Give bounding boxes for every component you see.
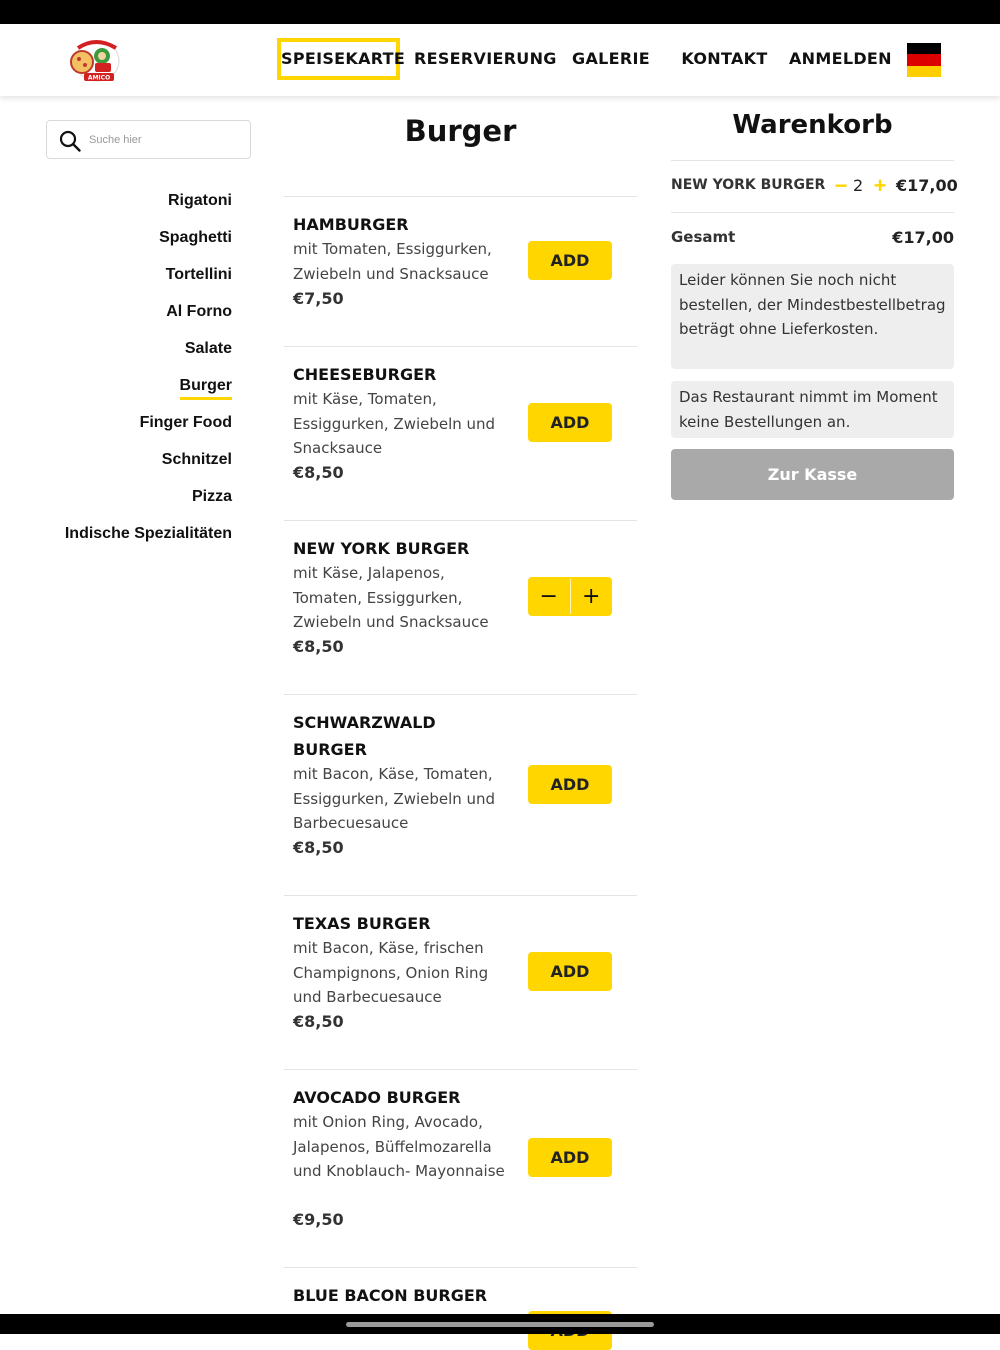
checkout-button[interactable]: Zur Kasse (671, 449, 954, 500)
product-name: HAMBURGER (293, 215, 409, 234)
product-card (284, 196, 637, 346)
cart-total-value: €17,00 (892, 228, 954, 247)
product-description: mit Bacon, Käse, Tomaten, Essiggurken, Zwiebeln und Barbecuesauce (293, 765, 496, 832)
svg-text:AMICO: AMICO (87, 74, 111, 82)
product-description: mit Onion Ring, Avocado, Jalapenos, Büffelmozarella und Knoblauch- Mayonnaise (293, 1113, 505, 1180)
restaurant-logo[interactable] (66, 34, 126, 84)
nav-speisekarte[interactable]: SPEISEKARTE (277, 38, 400, 80)
product-card (284, 895, 637, 1069)
cart-decrease-button[interactable]: − (832, 172, 850, 200)
search-input[interactable] (89, 129, 239, 151)
add-to-cart-button[interactable]: ADD (528, 1138, 612, 1177)
product-name: TEXAS BURGER (293, 914, 431, 933)
cart-item-quantity: 2 (853, 176, 864, 195)
product-card (284, 1267, 637, 1314)
category-tortellini[interactable]: Tortellini (165, 266, 232, 283)
increase-quantity-button[interactable]: + (571, 577, 613, 616)
product-name: CHEESEBURGER (293, 365, 437, 384)
quantity-stepper (528, 577, 612, 616)
category-pizza[interactable]: Pizza (191, 488, 232, 505)
add-to-cart-button[interactable]: ADD (528, 241, 612, 280)
home-indicator[interactable] (346, 1322, 654, 1327)
category-indische-spezialitaeten[interactable]: Indische Spezialitäten (64, 525, 232, 542)
category-finger-food[interactable]: Finger Food (139, 414, 232, 431)
category-rigatoni[interactable]: Rigatoni (168, 192, 232, 209)
status-bar (0, 0, 1000, 24)
category-al-forno[interactable]: Al Forno (166, 303, 232, 320)
product-card (284, 694, 637, 895)
decrease-quantity-button[interactable]: − (528, 577, 570, 616)
germany-flag-icon[interactable] (907, 43, 941, 77)
nav-kontakt[interactable]: KONTAKT (681, 49, 768, 68)
product-name: BLUE BACON BURGER (293, 1286, 488, 1305)
cart-increase-button[interactable]: + (871, 172, 889, 200)
nav-galerie[interactable]: GALERIE (572, 49, 650, 68)
category-spaghetti[interactable]: Spaghetti (159, 229, 232, 246)
nav-anmelden[interactable]: ANMELDEN (789, 49, 892, 68)
category-burger[interactable]: Burger (179, 377, 232, 394)
product-card (284, 1069, 637, 1267)
product-card (284, 520, 637, 694)
product-price: €7,50 (293, 289, 344, 308)
product-card (284, 346, 637, 520)
product-description: mit Käse, Tomaten, Essiggurken, Zwiebeln und Snacksauce (293, 390, 496, 457)
cart-total-label: Gesamt (671, 228, 736, 246)
min-order-notice: Leider können Sie noch nicht bestellen, der Mindestbestellbetrag beträgt ohne Lieferkosten. (671, 264, 954, 369)
product-description: mit Käse, Jalapenos, Tomaten, Essiggurken, Zwiebeln und Snacksauce (293, 564, 489, 631)
product-price: €8,50 (293, 1012, 344, 1031)
product-description: mit Bacon, Käse, frischen Champignons, Onion Ring und Barbecuesauce (293, 939, 489, 1006)
product-description: mit Tomaten, Essiggurken, Zwiebeln und Snacksauce (293, 240, 492, 283)
cart-item-price: €17,00 (896, 176, 958, 195)
cart-item-name: NEW YORK BURGER (671, 177, 826, 193)
product-price: €8,50 (293, 637, 344, 656)
product-name: NEW YORK BURGER (293, 539, 470, 558)
product-price: €8,50 (293, 838, 344, 857)
cart-title: Warenkorb (732, 110, 893, 140)
add-to-cart-button[interactable]: ADD (528, 765, 612, 804)
category-list (40, 182, 232, 552)
cart-divider (671, 212, 954, 213)
category-salate[interactable]: Salate (184, 340, 232, 357)
add-to-cart-button[interactable]: ADD (528, 403, 612, 442)
search-box (46, 120, 251, 159)
category-schnitzel[interactable]: Schnitzel (161, 451, 232, 468)
product-name: AVOCADO BURGER (293, 1088, 461, 1107)
cart-divider (671, 160, 954, 161)
product-price: €8,50 (293, 463, 344, 482)
search-icon[interactable] (59, 130, 81, 152)
add-to-cart-button[interactable]: ADD (528, 952, 612, 991)
site-header (0, 24, 1000, 96)
product-name: SCHWARZWALD BURGER (293, 713, 436, 759)
nav-reservierung[interactable]: RESERVIERUNG (414, 49, 557, 68)
product-price: €9,50 (293, 1210, 344, 1229)
menu-section-title: Burger (404, 114, 517, 148)
restaurant-closed-notice: Das Restaurant nimmt im Moment keine Bestellungen an. (671, 381, 954, 438)
